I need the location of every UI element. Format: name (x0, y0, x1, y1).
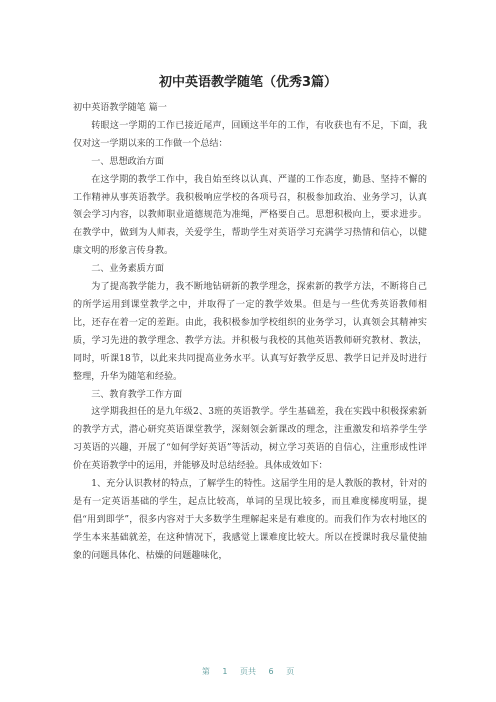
document-title: 初中英语教学随笔（优秀3篇） (158, 75, 338, 90)
paragraph-professional: 为了提高教学能力，我不断地钻研新的教学理念，探索新的教学方法，不断将自己的所学运用到课堂教学之中，并取得了一定的教学效果。但是与一些优秀英语教师相比，还存在着一定的差距。由此，我积极参加学校组织的业务学习，认真领会其精神实质，学习先进的教学理念、教学方法。并积极与我校的其他英语教师研究教材、教法，同时，听课18节，以此来共同提高业务水平。认真写好教学反思、教学日记并及时进行整理，升华为随笔和经验。 (73, 282, 427, 382)
footer-prefix: 第 (201, 667, 210, 676)
paragraph-intro: 转眼这一学期的工作已接近尾声，回顾这半年的工作，有收获也有不足，下面，我仅对这一学期以来的工作做一个总结： (73, 120, 427, 149)
section-heading-politics: 一、思想政治方面 (91, 156, 164, 167)
document-body (73, 100, 427, 566)
paragraph-teaching: 这学期我担任的是九年级2、3班的英语教学。学生基础差，我在实践中积极探索新的教学方式，潜心研究英语课堂教学，深刻领会新课改的理念，注重激发和培养学生学习英语的兴趣，开展了“如何学好英语”等活动，树立学习英语的自信心，注重形成性评价在英语教学中的运用，并能够及时总结经验。具体成效如下： (73, 407, 427, 472)
footer-suffix: 页 (286, 667, 295, 676)
section-heading-professional: 二、业务素质方面 (91, 264, 164, 275)
page-footer (0, 666, 496, 678)
section-heading-teaching: 三、教育教学工作方面 (91, 389, 183, 400)
footer-of: 页共 (240, 667, 256, 676)
footer-current-page: 1 (222, 667, 228, 676)
paragraph-politics: 在这学期的教学工作中，我自始至终以认真、严谨的工作态度，勤恳、坚持不懈的工作精神从事英语教学。我积极响应学校的各项号召，积极参加政治、业务学习，认真领会学习内容，以教师职业道德规范为准绳，严格要自己。思想积极向上，要求进步。在教学中，做到为人师表，关爱学生，帮助学生对英语学习充满学习热情和信心，以健康文明的形象言传身教。 (73, 174, 427, 257)
footer-total-pages: 6 (268, 667, 274, 676)
document-subtitle: 初中英语教学随笔 篇一 (73, 103, 167, 113)
paragraph-textbook: 1、充分认识教材的特点，了解学生的特性。这届学生用的是人教版的教材，针对的是有一定英语基础的学生，起点比较高，单词的呈现比较多，而且难度梯度明显，提倡“用到即学”，很多内容对于大多数学生理解起来是有难度的。而我们作为农村地区的学生本来基础就差，在这种情况下，我感觉上课难度比较大。所以在授课时我尽量使抽象的问题具体化、枯燥的问题趣味化， (73, 479, 427, 561)
